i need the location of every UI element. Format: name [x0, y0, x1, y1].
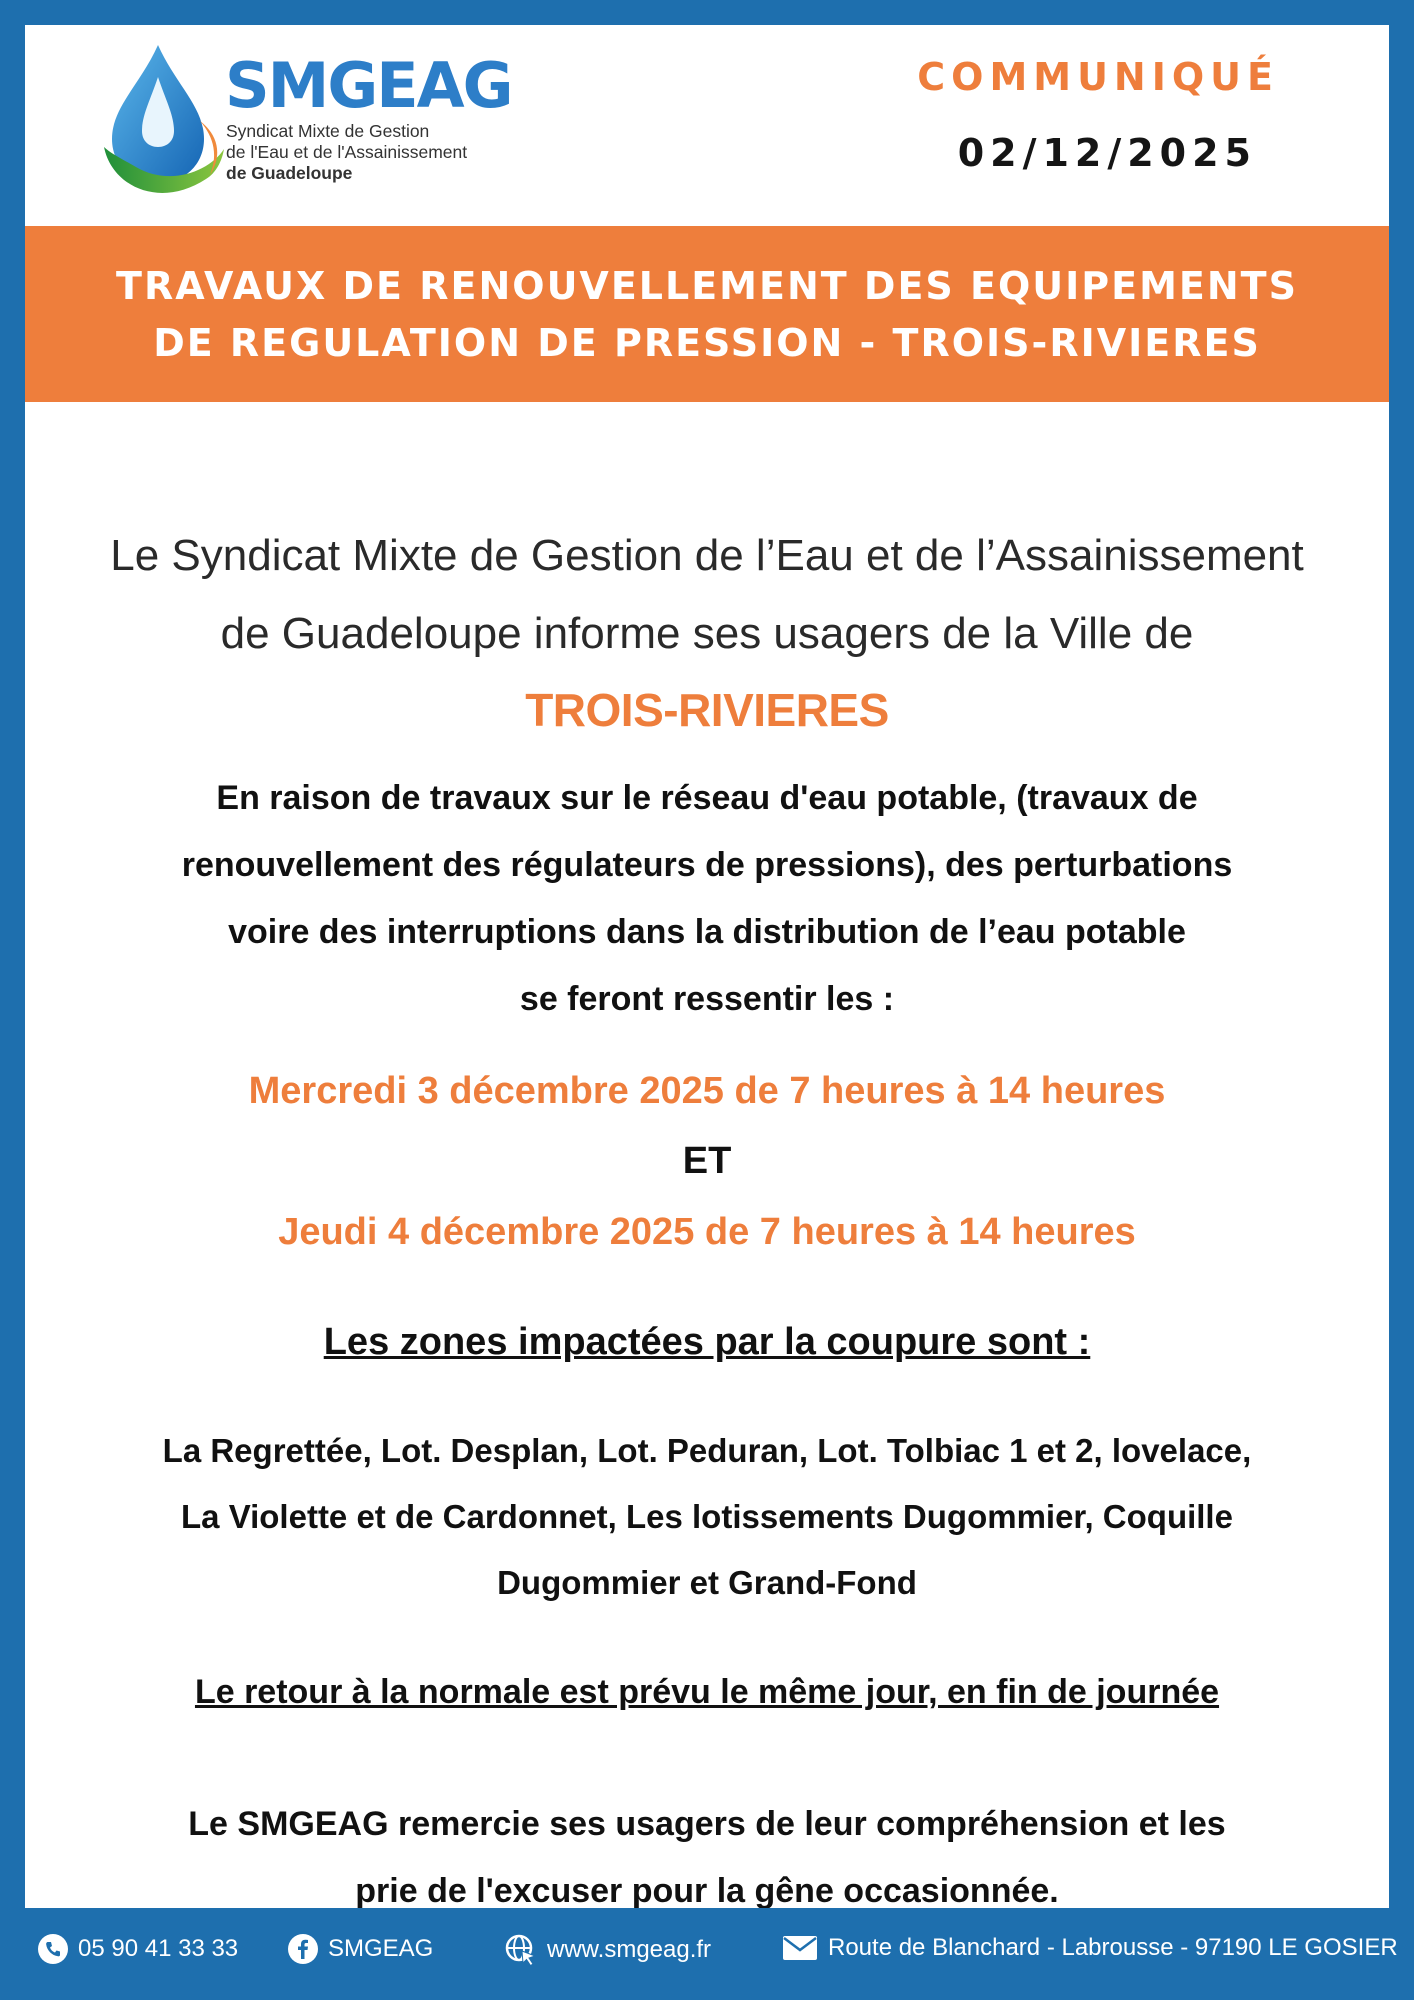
conjunction-et: ET	[682, 1140, 732, 1182]
globe-cursor-icon	[505, 1934, 537, 1966]
return-to-normal-note: Le retour à la normale est prévu le même jour, en fin de journée	[194, 1673, 1220, 1711]
thanks-paragraph: Le SMGEAG remercie ses usagers de leur compréhension et les prie de l'excuser pour la gêne occasionnée.	[188, 1805, 1226, 1908]
communique-label: COMMUNIQUÉ	[917, 55, 1279, 99]
city-name: TROIS-RIVIERES	[525, 684, 889, 736]
contact-footer	[0, 1910, 1414, 2000]
first-outage-date: Mercredi 3 décembre 2025 de 7 heures à 14 heures	[248, 1070, 1166, 1112]
facebook-icon	[288, 1934, 318, 1964]
banner-line-1: TRAVAUX DE RENOUVELLEMENT DES EQUIPEMENTS	[116, 264, 1298, 308]
communique-date: 02/12/2025	[957, 131, 1257, 175]
phone-icon	[38, 1934, 68, 1964]
envelope-icon	[782, 1935, 818, 1961]
impacted-zones-list: La Regrettée, Lot. Desplan, Lot. Peduran, Lot. Tolbiac 1 et 2, lovelace, La Violette et de Cardonnet, Les lotissements Dugommier, Coquille Dugommier et Grand-Fond	[162, 1432, 1252, 1601]
footer-phone[interactable]: 05 90 41 33 33	[38, 1934, 238, 1964]
brand-name: SMGEAG	[225, 49, 512, 122]
communique-sheet	[25, 25, 1389, 1908]
footer-address: Route de Blanchard - Labrousse - 97190 LE GOSIER	[782, 1934, 1398, 1962]
second-outage-date: Jeudi 4 décembre 2025 de 7 heures à 14 heures	[278, 1211, 1136, 1253]
footer-facebook[interactable]: SMGEAG	[288, 1934, 433, 1964]
banner-line-2: DE REGULATION DE PRESSION - TROIS-RIVIERES	[153, 321, 1261, 365]
notice-paragraph: En raison de travaux sur le réseau d'eau potable, (travaux de renouvellement des régulateurs de pressions), des perturbations voire des interruptions dans la distribution de l’eau potable se feront ressentir les :	[181, 779, 1233, 1018]
zones-heading: Les zones impactées par la coupure sont :	[323, 1321, 1091, 1363]
smgeag-water-drop-logo	[100, 37, 240, 202]
brand-tagline: Syndicat Mixte de Gestion de l'Eau et de l'Assainissement de Guadeloupe	[226, 121, 468, 183]
footer-website[interactable]: www.smgeag.fr	[505, 1934, 711, 1966]
title-banner	[25, 226, 1389, 402]
intro-paragraph: Le Syndicat Mixte de Gestion de l’Eau et de l’Assainissement de Guadeloupe informe ses usagers de la Ville de	[110, 531, 1304, 658]
